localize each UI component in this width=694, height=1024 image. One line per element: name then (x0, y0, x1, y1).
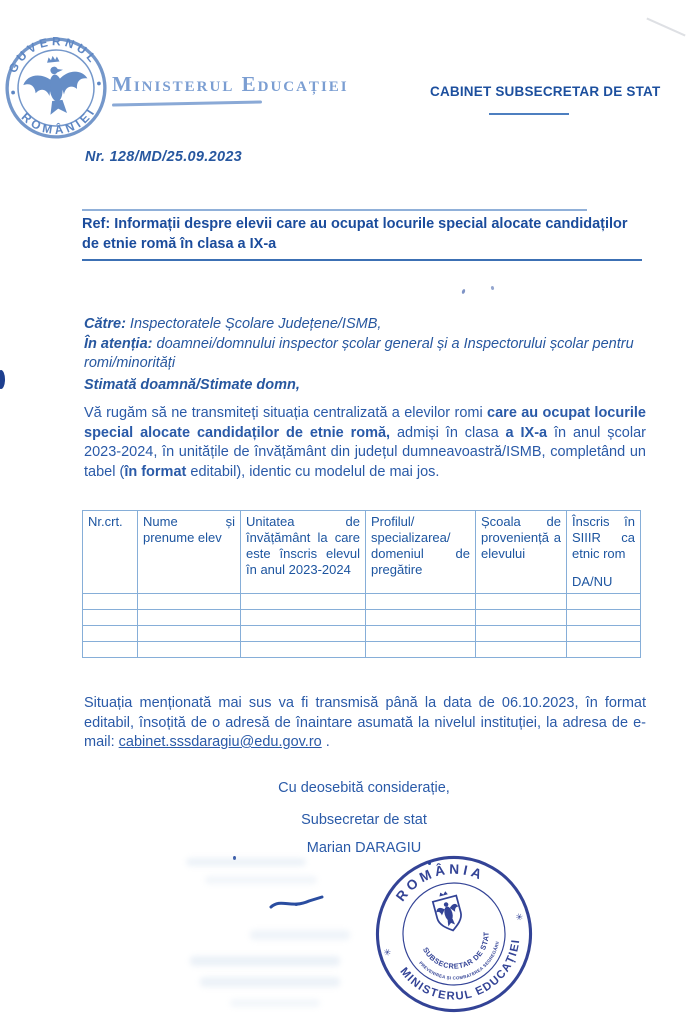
seal-eagle-emblem (21, 53, 91, 118)
students-model-table (82, 510, 641, 658)
ministry-round-stamp (372, 852, 536, 1016)
addressee-attention (84, 335, 650, 374)
table-row (83, 642, 641, 658)
addressee-block (84, 315, 650, 374)
ref-subject-line: Ref: Informații despre elevii care au ocupat locurile special alocate candidaților de etnie romă în clasa a IX-a (82, 213, 642, 261)
stamp-institution-text: MINISTERUL EDUCAȚIEI (397, 938, 523, 1003)
ref-top-rule (82, 209, 587, 211)
attention-label: În atenția: (84, 335, 153, 352)
col-header-unitate: Unitatea de învățământ la care este înscris elevul în anul 2023-2024 (241, 511, 366, 594)
scan-corner-mark (646, 18, 685, 37)
scan-speck (491, 286, 495, 291)
table-row (83, 610, 641, 626)
bleedthrough-smudge (205, 876, 317, 884)
table-row (83, 594, 641, 610)
seal-bottom-text: ROMÂNIEI (18, 103, 99, 138)
to-label: Către: (84, 316, 126, 332)
bleedthrough-smudge (250, 930, 350, 940)
col-header-profil: Profilul/ specializarea/ domeniul de pregătire (366, 511, 476, 594)
ministry-underline (112, 100, 262, 106)
cabinet-underline (489, 113, 569, 115)
ministry-title: Ministerul Educației (112, 72, 349, 96)
col-header-da-nu: DA/NU (572, 574, 613, 589)
body-paragraph-2: Situația menționată mai sus va fi transmisă până la data de 06.10.2023, în format editabil, însoțită de o adresă de înaintare asumată la nivelul instituției, la adresa de e-mail: cabinet.sssdaragiu@edu.gov.ro . (84, 695, 646, 750)
salutation: Stimată doamnă/Stimate domn, (84, 377, 300, 393)
stamp-country-text: ROMÂNIA (393, 861, 488, 905)
col-header-siiir (567, 511, 641, 594)
stamp-star-right: ✳ (514, 911, 525, 923)
stamp-small-text: PREVENIREA ȘI COMBATEREA SEGREGĂRII (418, 940, 500, 981)
stamp-star-left: ✳ (382, 946, 393, 959)
closing-regards: Cu deosebită considerație, (278, 780, 450, 796)
body-paragraph-1: Vă rugăm să ne transmiteți situația centralizată a elevilor romi care au ocupat locurile special alocate candidaților de etnie romă, admiși în clasa a IX-a în anul școlar 2023-2024, în unitățile de învățământ din județul dumneavoastră/ISMB, completând un tabel (în format editabil), identic cu modelul de mai jos. (84, 405, 646, 480)
addressee-to (84, 315, 650, 335)
closing-signatory-name: Marian DARAGIU (306, 840, 422, 856)
cabinet-title: CABINET SUBSECRETAR DE STAT (430, 84, 661, 99)
col-header-nr-crt: Nr.crt. (83, 511, 138, 594)
bleedthrough-smudge (230, 999, 320, 1007)
col-header-scoala: Școala de proveniență a elevului (476, 511, 567, 594)
bleedthrough-smudge (186, 858, 306, 866)
registration-number: Nr. 128/MD/25.09.2023 (85, 149, 243, 165)
scan-edge-mark (0, 370, 5, 389)
government-seal (0, 31, 113, 145)
to-text: Inspectoratele Școlare Județene/ISMB, (125, 316, 382, 332)
attention-text: doamnei/domnului inspector școlar general și a Inspectorului școlar pentru romi/minorități (84, 335, 634, 371)
col-header-siiir-text: Înscris în SIIIR ca etnic rom (572, 514, 635, 561)
col-header-nume: Nume și prenume elev (138, 511, 241, 594)
stamp-office-text: SUBSECRETAR DE STAT (420, 931, 491, 971)
scan-speck (461, 289, 466, 295)
stamp-coat-of-arms (431, 889, 465, 934)
seal-top-text: GUVERNUL (5, 34, 102, 76)
bleedthrough-smudge (200, 977, 340, 987)
table-header-row (83, 511, 641, 594)
signature-stroke (268, 893, 338, 917)
table-row (83, 626, 641, 642)
closing-role: Subsecretar de stat (301, 812, 427, 828)
bleedthrough-smudge (190, 956, 340, 966)
